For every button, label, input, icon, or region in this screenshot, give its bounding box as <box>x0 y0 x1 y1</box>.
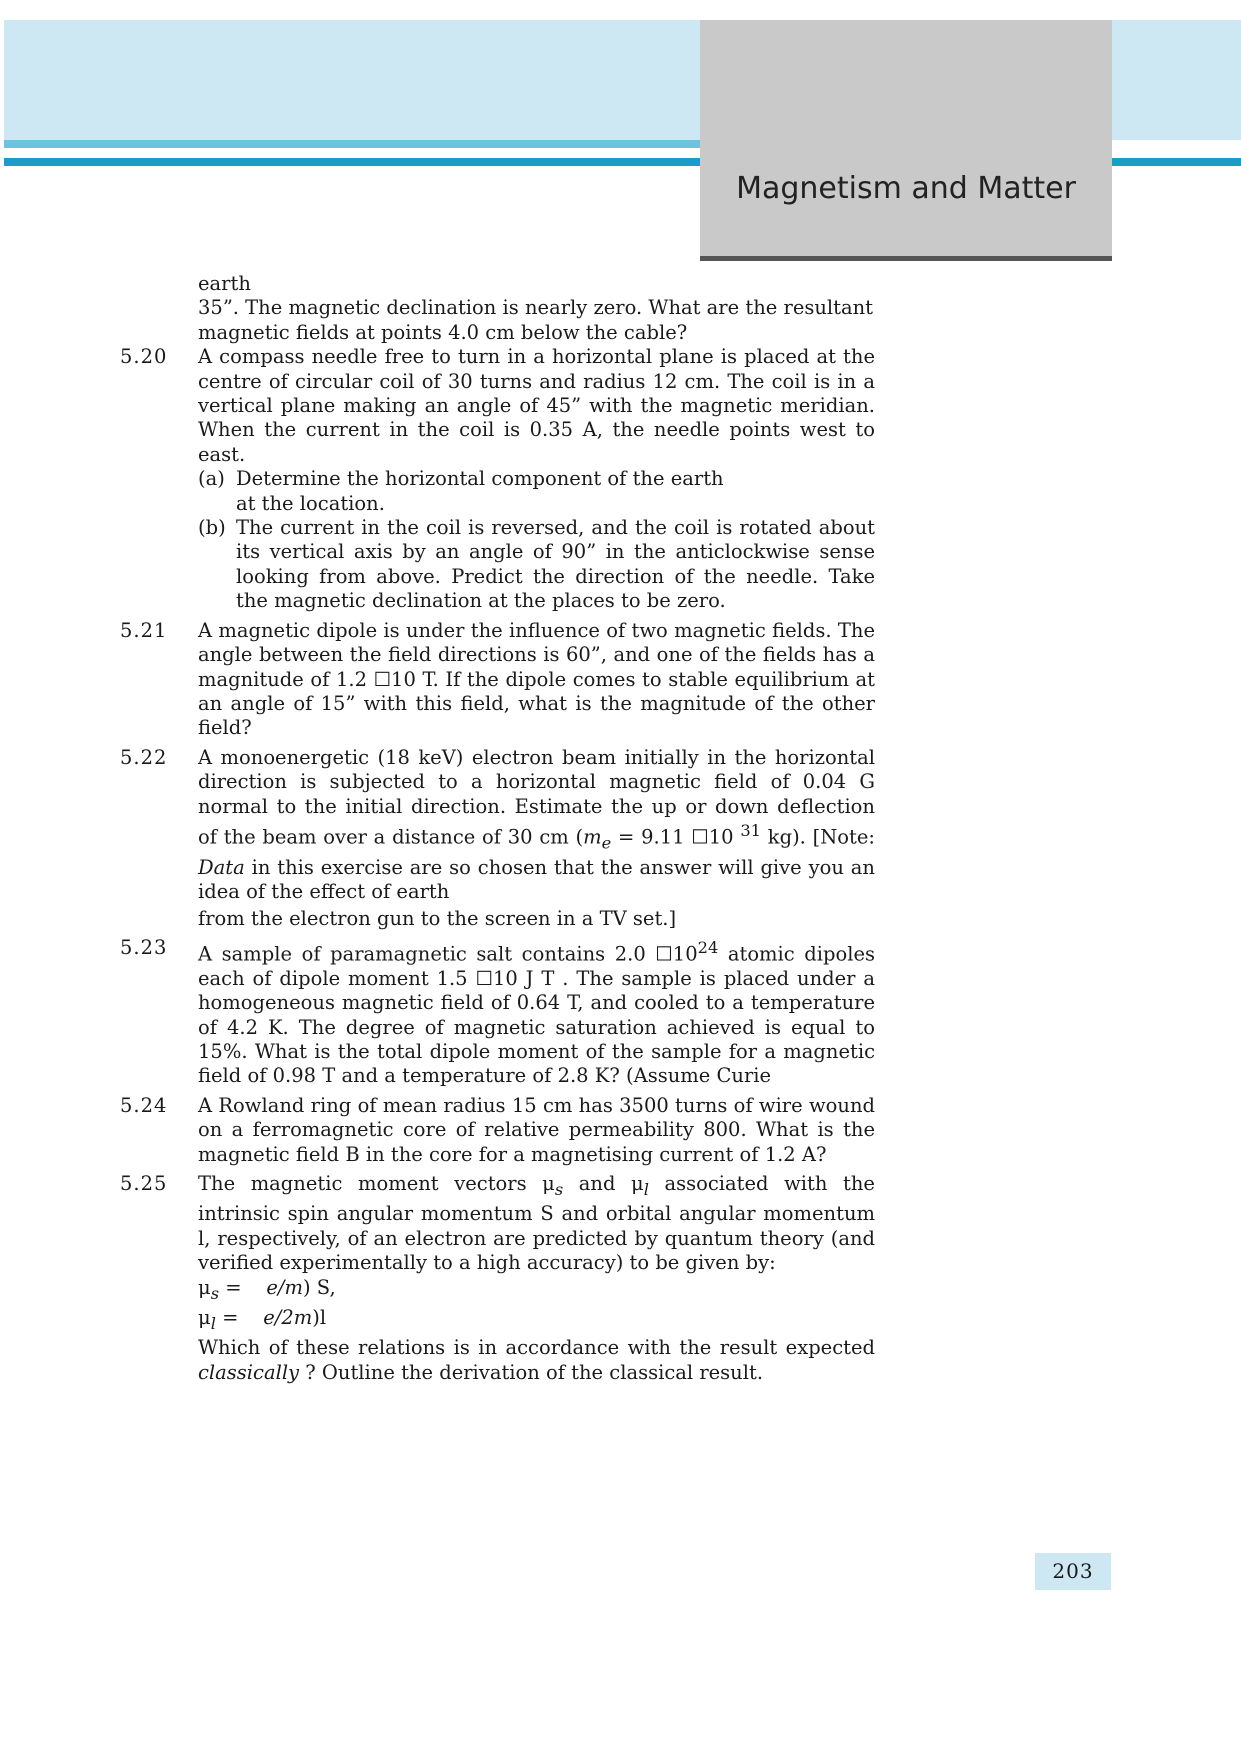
subpart-a <box>198 467 875 516</box>
text-run: and μ <box>563 1172 644 1196</box>
header-rule-dark <box>4 158 700 166</box>
problem-text-tail: from the electron gun to the screen in a TV set.] <box>198 906 677 930</box>
problem-text: A compass needle free to turn in a horizontal plane is placed at the centre of circular coil of 30 turns and radius 12 cm. The coil is in a vertical plane making an angle of 45” with the magnetic meridian. When the current in the coil is 0.35 A, the needle points west to east. <box>198 345 875 466</box>
text-run: associated with the intrinsic spin angular momentum S and orbital angular momentum l, respectively, of an electron are predicted by quantum theory (and verified experimentally to a high accuracy) to be given by: <box>198 1172 875 1275</box>
problem-number: 5.22 <box>120 745 168 769</box>
problem-text <box>198 746 875 905</box>
formula-tail: ) S, <box>302 1275 336 1299</box>
problem-text <box>198 936 875 1089</box>
problem-number: 5.21 <box>120 618 168 642</box>
text-run: atomic dipoles each of dipole moment 1.5 ☐10 J T . The sample is placed under a homogeneous magnetic field of 0.64 T, and cooled to a temperature of 4.2 K. The degree of magnetic saturation achieved is equal to 15%. What is the total dipole moment of the sample for a magnetic field of 0.98 T and a temperature of 2.8 K? (Assume Curie <box>198 942 875 1088</box>
mass-symbol: m <box>583 825 602 849</box>
problem-text: A Rowland ring of mean radius 15 cm has 3500 turns of wire wound on a ferromagnetic core of relative permeability 800. What is the magnetic field B in the core for a magnetising current of 1.2 A? <box>198 1093 875 1166</box>
text-run: The magnetic moment vectors μ <box>198 1172 555 1196</box>
formula-tail: )l <box>312 1305 327 1329</box>
exponent: 31 <box>740 820 762 840</box>
problem-number: 5.23 <box>120 935 168 959</box>
continuation-line-3: magnetic fields at points 4.0 cm below the cable? <box>198 320 688 344</box>
text-run: kg). [Note: <box>761 825 875 849</box>
formula-rhs: e/2m <box>263 1305 313 1329</box>
problem-5-25 <box>120 1172 875 1385</box>
text-run: in this exercise are so chosen that the answer will give you an idea of the effect of earth <box>198 855 875 904</box>
problem-text <box>198 1172 875 1276</box>
chapter-title: Magnetism and Matter <box>736 171 1076 206</box>
subpart-text: Determine the horizontal component of the earth at the location. <box>236 467 724 515</box>
problem-text: A magnetic dipole is under the influence of two magnetic fields. The angle between the field directions is 60”, and one of the fields has a magnitude of 1.2 ☐10 T. If the dipole comes to stable equilibrium at an angle of 15” with this field, what is the magnitude of the other field? <box>198 618 875 740</box>
continuation-line-1: earth <box>198 272 251 295</box>
subscript: l <box>643 1180 649 1199</box>
mu-symbol: μ <box>198 1275 211 1299</box>
subpart-label: (b) <box>198 516 226 540</box>
subscript: s <box>554 1180 564 1199</box>
equals: = <box>219 1275 267 1299</box>
emphasis: classically <box>198 1360 300 1384</box>
page-number: 203 <box>1035 1553 1111 1590</box>
subpart-label: (a) <box>198 467 225 491</box>
formula-spin <box>198 1276 875 1306</box>
header-rule-right <box>1112 158 1241 166</box>
page-content <box>120 272 875 1385</box>
problem-5-23 <box>120 936 875 1089</box>
formula-orbital <box>198 1306 875 1336</box>
text-run: = 9.11 ☐10 <box>611 825 741 849</box>
subpart-text: The current in the coil is reversed, and the coil is rotated about its vertical axis by an angle of 90” in the anticlockwise sense looking from above. Predict the direction of the needle. Take the magnetic declination at the places to be zero. <box>236 516 875 613</box>
continuation-line-2: 35”. The magnetic declination is nearly zero. What are the resultant <box>198 296 874 320</box>
chapter-title-box <box>700 20 1112 261</box>
emphasis: Data <box>198 855 245 879</box>
mass-subscript: e <box>601 833 612 853</box>
closing-question <box>198 1336 875 1385</box>
problem-number: 5.25 <box>120 1172 168 1196</box>
problem-number: 5.24 <box>120 1093 168 1117</box>
problem-5-24 <box>120 1094 875 1167</box>
formula-rhs: e/m <box>266 1275 303 1299</box>
problem-5-22 <box>120 746 875 931</box>
equals: = <box>215 1305 264 1329</box>
text-run: A monoenergetic (18 keV) electron beam initially in the horizontal direction is subjected to a horizontal magnetic field of 0.04 G normal to the initial direction. Estimate the up or down deflection of the beam over a distance of 30 cm ( <box>198 745 875 849</box>
text-run: A sample of paramagnetic salt contains 2.0 ☐10 <box>198 942 698 966</box>
problem-5-21 <box>120 619 875 741</box>
problem-number: 5.20 <box>120 345 168 369</box>
problem-5-20 <box>120 345 875 613</box>
continuation-text <box>198 272 875 345</box>
text-run: Which of these relations is in accordance with the result expected <box>198 1336 875 1360</box>
subpart-b <box>198 516 875 614</box>
exponent: 24 <box>697 937 719 957</box>
subscript: s <box>210 1283 220 1303</box>
header-rule-light <box>4 140 700 148</box>
text-run: ? Outline the derivation of the classical result. <box>299 1360 764 1384</box>
mu-symbol: μ <box>198 1305 211 1329</box>
subscript: l <box>210 1313 216 1333</box>
